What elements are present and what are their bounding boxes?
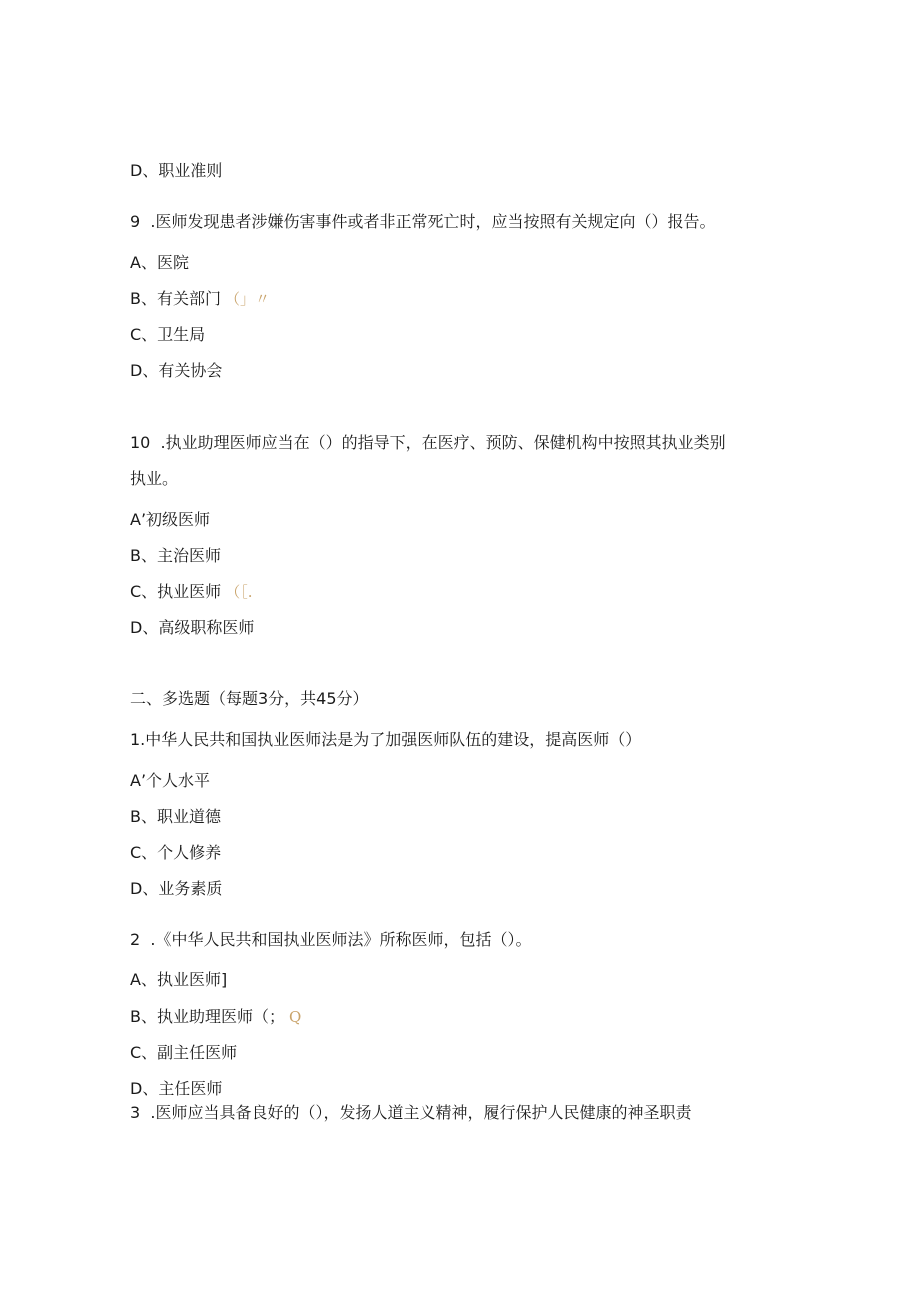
option-d-q10: [130, 618, 254, 638]
line-text: C、执业医师: [130, 582, 222, 601]
option-a-mc1: [130, 771, 210, 791]
line-text: D、有关协会: [130, 361, 223, 380]
line-text: 10 .执业助理医师应当在（）的指导下，在医疗、预防、保健机构中按照其执业类别: [130, 433, 726, 452]
section-heading-multiple-choice: [130, 689, 369, 709]
option-b-q10: [130, 546, 221, 566]
option-c-q10: [130, 582, 252, 602]
line-text: 二、多选题（每题3分，共45分）: [130, 689, 369, 708]
line-text: 3 .医师应当具备良好的（），发扬人道主义精神，履行保护人民健康的神圣职责: [130, 1103, 692, 1122]
handwritten-mark: （［.: [225, 583, 253, 601]
option-a-q10: [130, 510, 210, 530]
option-d-mc1: [130, 879, 222, 899]
line-text: B、主治医师: [130, 546, 221, 565]
line-text: 1.中华人民共和国执业医师法是为了加强医师队伍的建设，提高医师（）: [130, 730, 642, 749]
mc-question-1: [130, 730, 641, 750]
option-a-q9: [130, 253, 189, 273]
option-b-mc1: [130, 807, 221, 827]
line-text: A、医院: [130, 253, 189, 272]
line-text: B、执业助理医师（；: [130, 1007, 285, 1026]
option-b-q9: [130, 289, 270, 309]
question-9: [130, 212, 715, 232]
line-text: 执业。: [130, 469, 179, 488]
line-text: 2 .《中华人民共和国执业医师法》所称医师，包括（）。: [130, 930, 532, 949]
line-text: D、主任医师: [130, 1079, 223, 1098]
line-text: B、职业道德: [130, 807, 221, 826]
mc-question-2: [130, 930, 531, 950]
question-10: [130, 433, 726, 453]
line-text: D、职业准则: [130, 161, 223, 180]
option-c-q9: [130, 325, 205, 345]
option-d-q8: [130, 161, 222, 181]
question-10-continued: [130, 469, 178, 489]
line-text: D、业务素质: [130, 879, 223, 898]
option-a-mc2: [130, 970, 227, 990]
option-c-mc1: [130, 843, 221, 863]
mc-question-3: [130, 1103, 691, 1123]
line-text: B、有关部门: [130, 289, 221, 308]
line-text: D、高级职称医师: [130, 618, 255, 637]
handwritten-mark: （」〃: [224, 290, 270, 308]
line-text: A’初级医师: [130, 510, 211, 529]
line-text: A、执业医师]: [130, 970, 228, 989]
option-b-mc2: [130, 1007, 301, 1027]
option-d-q9: [130, 361, 222, 381]
option-d-mc2: [130, 1079, 222, 1099]
line-text: C、卫生局: [130, 325, 206, 344]
handwritten-mark: Q: [288, 1008, 302, 1026]
line-text: A’个人水平: [130, 771, 211, 790]
line-text: 9 .医师发现患者涉嫌伤害事件或者非正常死亡时，应当按照有关规定向（）报告。: [130, 212, 716, 231]
line-text: C、个人修养: [130, 843, 222, 862]
line-text: C、副主任医师: [130, 1043, 238, 1062]
option-c-mc2: [130, 1043, 237, 1063]
